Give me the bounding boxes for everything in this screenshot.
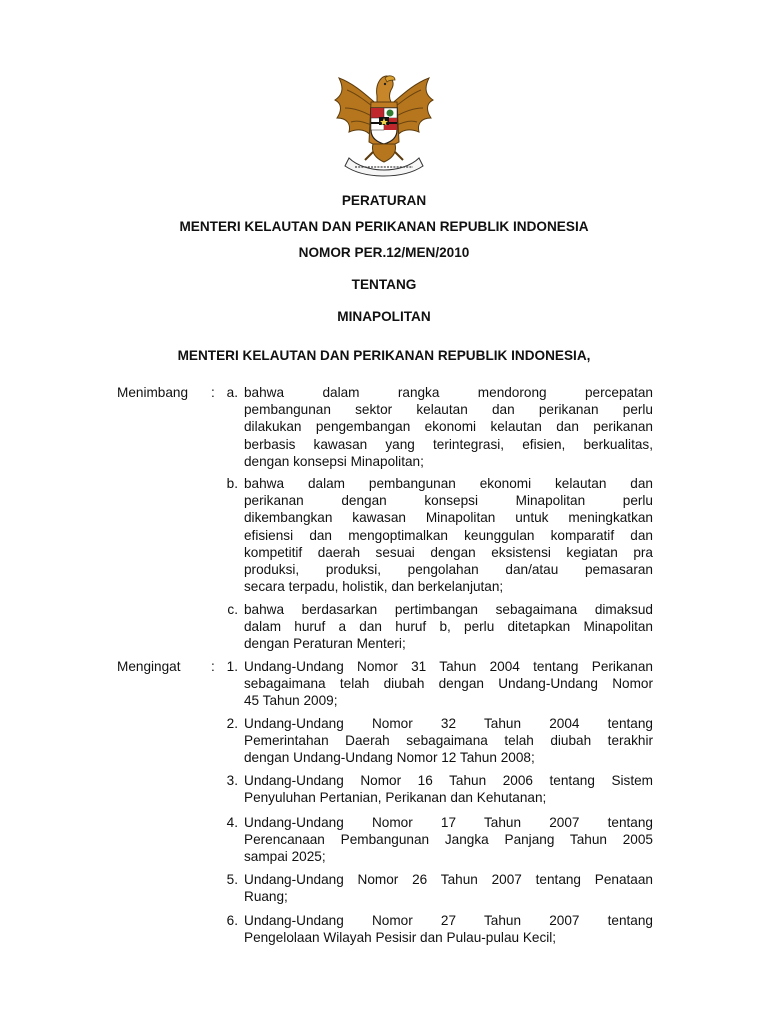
text-line: sebagaimana telah diubah dengan Undang-Undang Nomor <box>244 676 653 692</box>
mengingat-item-marker: 1. <box>226 659 238 674</box>
text-line: Undang-Undang Nomor 17 Tahun 2007 tentang <box>244 815 653 830</box>
tentang-heading: TENTANG <box>351 277 417 292</box>
mengingat-item-marker: 5. <box>226 872 238 887</box>
text-line: pembangunan sektor kelautan dan perikanan perlu <box>244 402 653 418</box>
regulation-heading: PERATURAN <box>341 193 427 208</box>
menimbang-colon: : <box>211 385 215 400</box>
text-line: berbasis kawasan yang terintegrasi, efisien, berkualitas, <box>244 436 653 452</box>
text-line: dengan Undang-Undang Nomor 12 Tahun 2008; <box>244 750 535 766</box>
menimbang-item-marker: c. <box>227 602 238 617</box>
text-line: dilakukan pengembangan ekonomi kelautan dan perikanan <box>244 419 653 435</box>
mengingat-item-marker: 2. <box>226 716 238 731</box>
menimbang-item-marker: a. <box>226 385 238 400</box>
text-line: produksi, produksi, pengolahan dan/atau pemasaran <box>244 562 653 578</box>
issuer-heading: MENTERI KELAUTAN DAN PERIKANAN REPUBLIK INDONESIA <box>179 219 589 234</box>
mengingat-item-text <box>244 912 653 946</box>
text-line: Undang-Undang Nomor 31 Tahun 2004 tentang Perikanan <box>244 659 653 674</box>
text-line: secara terpadu, holistik, dan berkelanjutan; <box>244 579 504 595</box>
mengingat-item-text <box>244 871 653 905</box>
menimbang-item-text <box>244 384 653 470</box>
text-line: efisiensi dan mengoptimalkan keunggulan komparatif dan <box>244 527 653 543</box>
text-line: Perencanaan Pembangunan Jangka Panjang Tahun 2005 <box>244 832 653 848</box>
mengingat-item-marker: 4. <box>226 815 238 830</box>
text-line: dengan Peraturan Menteri; <box>244 636 406 652</box>
text-line: bahwa dalam rangka mendorong percepatan <box>244 385 653 400</box>
text-line: Undang-Undang Nomor 16 Tahun 2006 tentang Sistem <box>244 773 653 788</box>
mengingat-item-text <box>244 814 653 866</box>
text-line: bahwa dalam pembangunan ekonomi kelautan dan <box>244 476 653 491</box>
mengingat-item-marker: 3. <box>226 773 238 788</box>
regulation-subject: MINAPOLITAN <box>337 309 431 324</box>
text-line: Pemerintahan Daerah sebagaimana telah diubah terakhir <box>244 733 653 749</box>
text-line: Undang-Undang Nomor 27 Tahun 2007 tentang <box>244 913 653 928</box>
text-line: Undang-Undang Nomor 32 Tahun 2004 tentang <box>244 716 653 731</box>
mengingat-item-marker: 6. <box>226 913 238 928</box>
menimbang-item-text <box>244 601 653 653</box>
menimbang-item-text <box>244 475 653 595</box>
garuda-emblem-icon <box>327 66 441 178</box>
menimbang-item-marker: b. <box>226 476 238 491</box>
text-line: sampai 2025; <box>244 849 326 865</box>
regulation-number: NOMOR PER.12/MEN/2010 <box>298 245 470 260</box>
text-line: dalam huruf a dan huruf b, perlu ditetapkan Minapolitan <box>244 619 653 635</box>
text-line: 45 Tahun 2009; <box>244 693 338 709</box>
mengingat-colon: : <box>211 659 215 674</box>
text-line: bahwa berdasarkan pertimbangan sebagaimana dimaksud <box>244 602 653 617</box>
text-line: perikanan dengan konsepsi Minapolitan perlu <box>244 493 653 509</box>
text-line: dikembangkan kawasan Minapolitan untuk meningkatkan <box>244 510 653 526</box>
mengingat-item-text <box>244 658 653 710</box>
mengingat-item-text <box>244 715 653 767</box>
mengingat-item-text <box>244 772 653 806</box>
text-line: dengan konsepsi Minapolitan; <box>244 453 424 469</box>
text-line: Ruang; <box>244 889 288 905</box>
text-line: Undang-Undang Nomor 26 Tahun 2007 tentang Penataan <box>244 872 653 887</box>
preamble-heading: MENTERI KELAUTAN DAN PERIKANAN REPUBLIK INDONESIA, <box>177 348 591 363</box>
menimbang-label: Menimbang <box>117 385 189 400</box>
text-line: Pengelolaan Wilayah Pesisir dan Pulau-pulau Kecil; <box>244 930 557 946</box>
mengingat-label: Mengingat <box>117 659 181 674</box>
text-line: kompetitif daerah sesuai dengan eksistensi kegiatan pra <box>244 544 653 560</box>
text-line: Penyuluhan Pertanian, Perikanan dan Kehutanan; <box>244 790 547 806</box>
